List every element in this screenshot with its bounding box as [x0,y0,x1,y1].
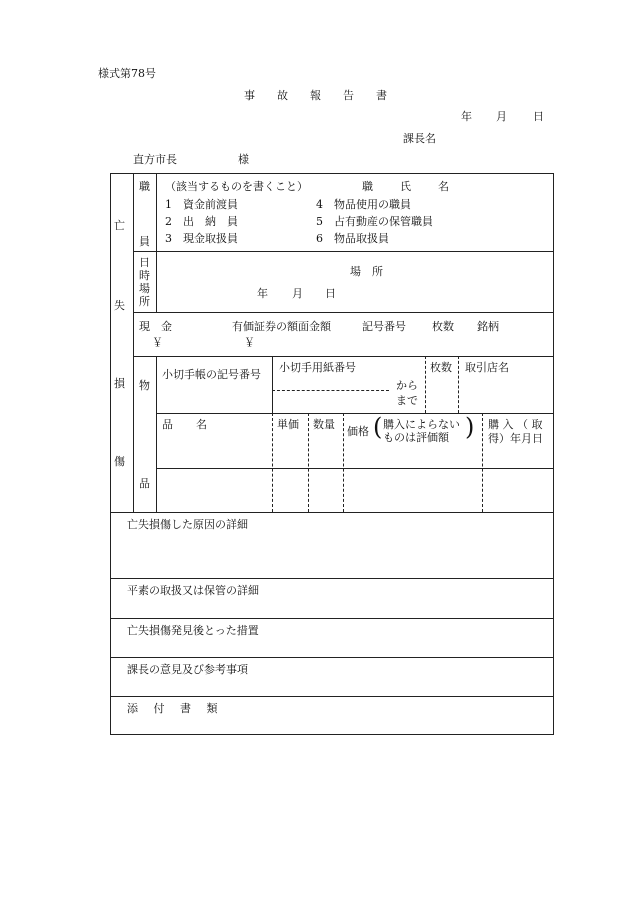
brand-label: 銘柄 [477,320,499,333]
section-chief-label: 課長名 [403,132,436,145]
check-paper-no-label: 小切手用紙番号 [279,361,356,374]
job-name-header: 職 氏 名 [362,180,457,193]
dt-month-label: 月 [292,287,303,300]
unit-price-label: 単価 [277,418,299,431]
goods-label-bottom: 品 [139,477,150,490]
staff-option-6: 6 物品取扱員 [316,232,389,245]
addressee: 直方市長 [133,153,177,166]
date-year-label: 年 [461,110,472,123]
quantity-label: 数量 [313,418,335,431]
goods-label-top: 物 [139,379,150,392]
staff-option-1: 1 資金前渡員 [165,198,238,211]
staff-option-4: 4 物品使用の職員 [316,198,411,211]
place-label: 場 所 [350,265,383,278]
cash-label: 現 金 [139,320,172,333]
form-number: 様式第78号 [98,67,156,80]
sheets-label: 枚数 [430,361,452,374]
staff-option-3: 3 現金取扱員 [165,232,238,245]
securities-label: 有価証券の額面金額 [232,320,331,333]
price-note-2: ものは評価額 [383,431,449,444]
datetime-label-3: 場 [139,282,150,295]
to-label: まで [396,394,418,407]
yen-2: ￥ [244,336,255,349]
right-paren: ) [465,413,475,441]
serial-no-label: 記号番号 [362,320,406,333]
dt-day-label: 日 [325,287,336,300]
date-month-label: 月 [496,110,507,123]
price-note-1: 購入によらない [383,418,460,431]
page-title: 事故報告書 [244,89,409,102]
date-day-label: 日 [533,110,544,123]
loss-label-2: 失 [114,299,125,312]
bank-label: 取引店名 [465,361,509,374]
item-name-label: 品 名 [162,418,213,431]
datetime-label-4: 所 [139,295,150,308]
datetime-label-2: 時 [139,269,150,282]
staff-label-bottom: 員 [139,235,150,248]
staff-instruction: （該当するものを書くこと） [165,180,308,193]
staff-option-2: 2 出 納 員 [165,215,238,228]
staff-option-5: 5 占有動産の保管職員 [316,215,433,228]
handling-section-label: 平素の取扱又は保管の詳細 [127,584,259,597]
datetime-label-1: 日 [139,256,150,269]
from-label: から [396,379,418,392]
report-table [110,173,554,735]
yen-1: ￥ [152,336,163,349]
honorific: 様 [238,153,249,166]
purchase-date-label-1: 購 入 （ 取 [488,418,543,431]
attachments-section-label: 添 付 書 類 [127,702,224,715]
measures-section-label: 亡失損傷発見後とった措置 [127,624,259,637]
check-book-no-label: 小切手帳の記号番号 [162,368,261,381]
price-label: 価格 [347,425,369,438]
loss-label-3: 損 [114,377,125,390]
loss-label-4: 傷 [114,455,125,468]
staff-label-top: 職 [139,180,150,193]
purchase-date-label-2: 得）年月日 [488,432,543,445]
dt-year-label: 年 [257,287,268,300]
cause-section-label: 亡失損傷した原因の詳細 [127,518,248,531]
left-paren: ( [373,413,383,441]
loss-label-1: 亡 [114,219,125,232]
opinion-section-label: 課長の意見及び参考事項 [127,663,248,676]
cash-count-label: 枚数 [432,320,454,333]
